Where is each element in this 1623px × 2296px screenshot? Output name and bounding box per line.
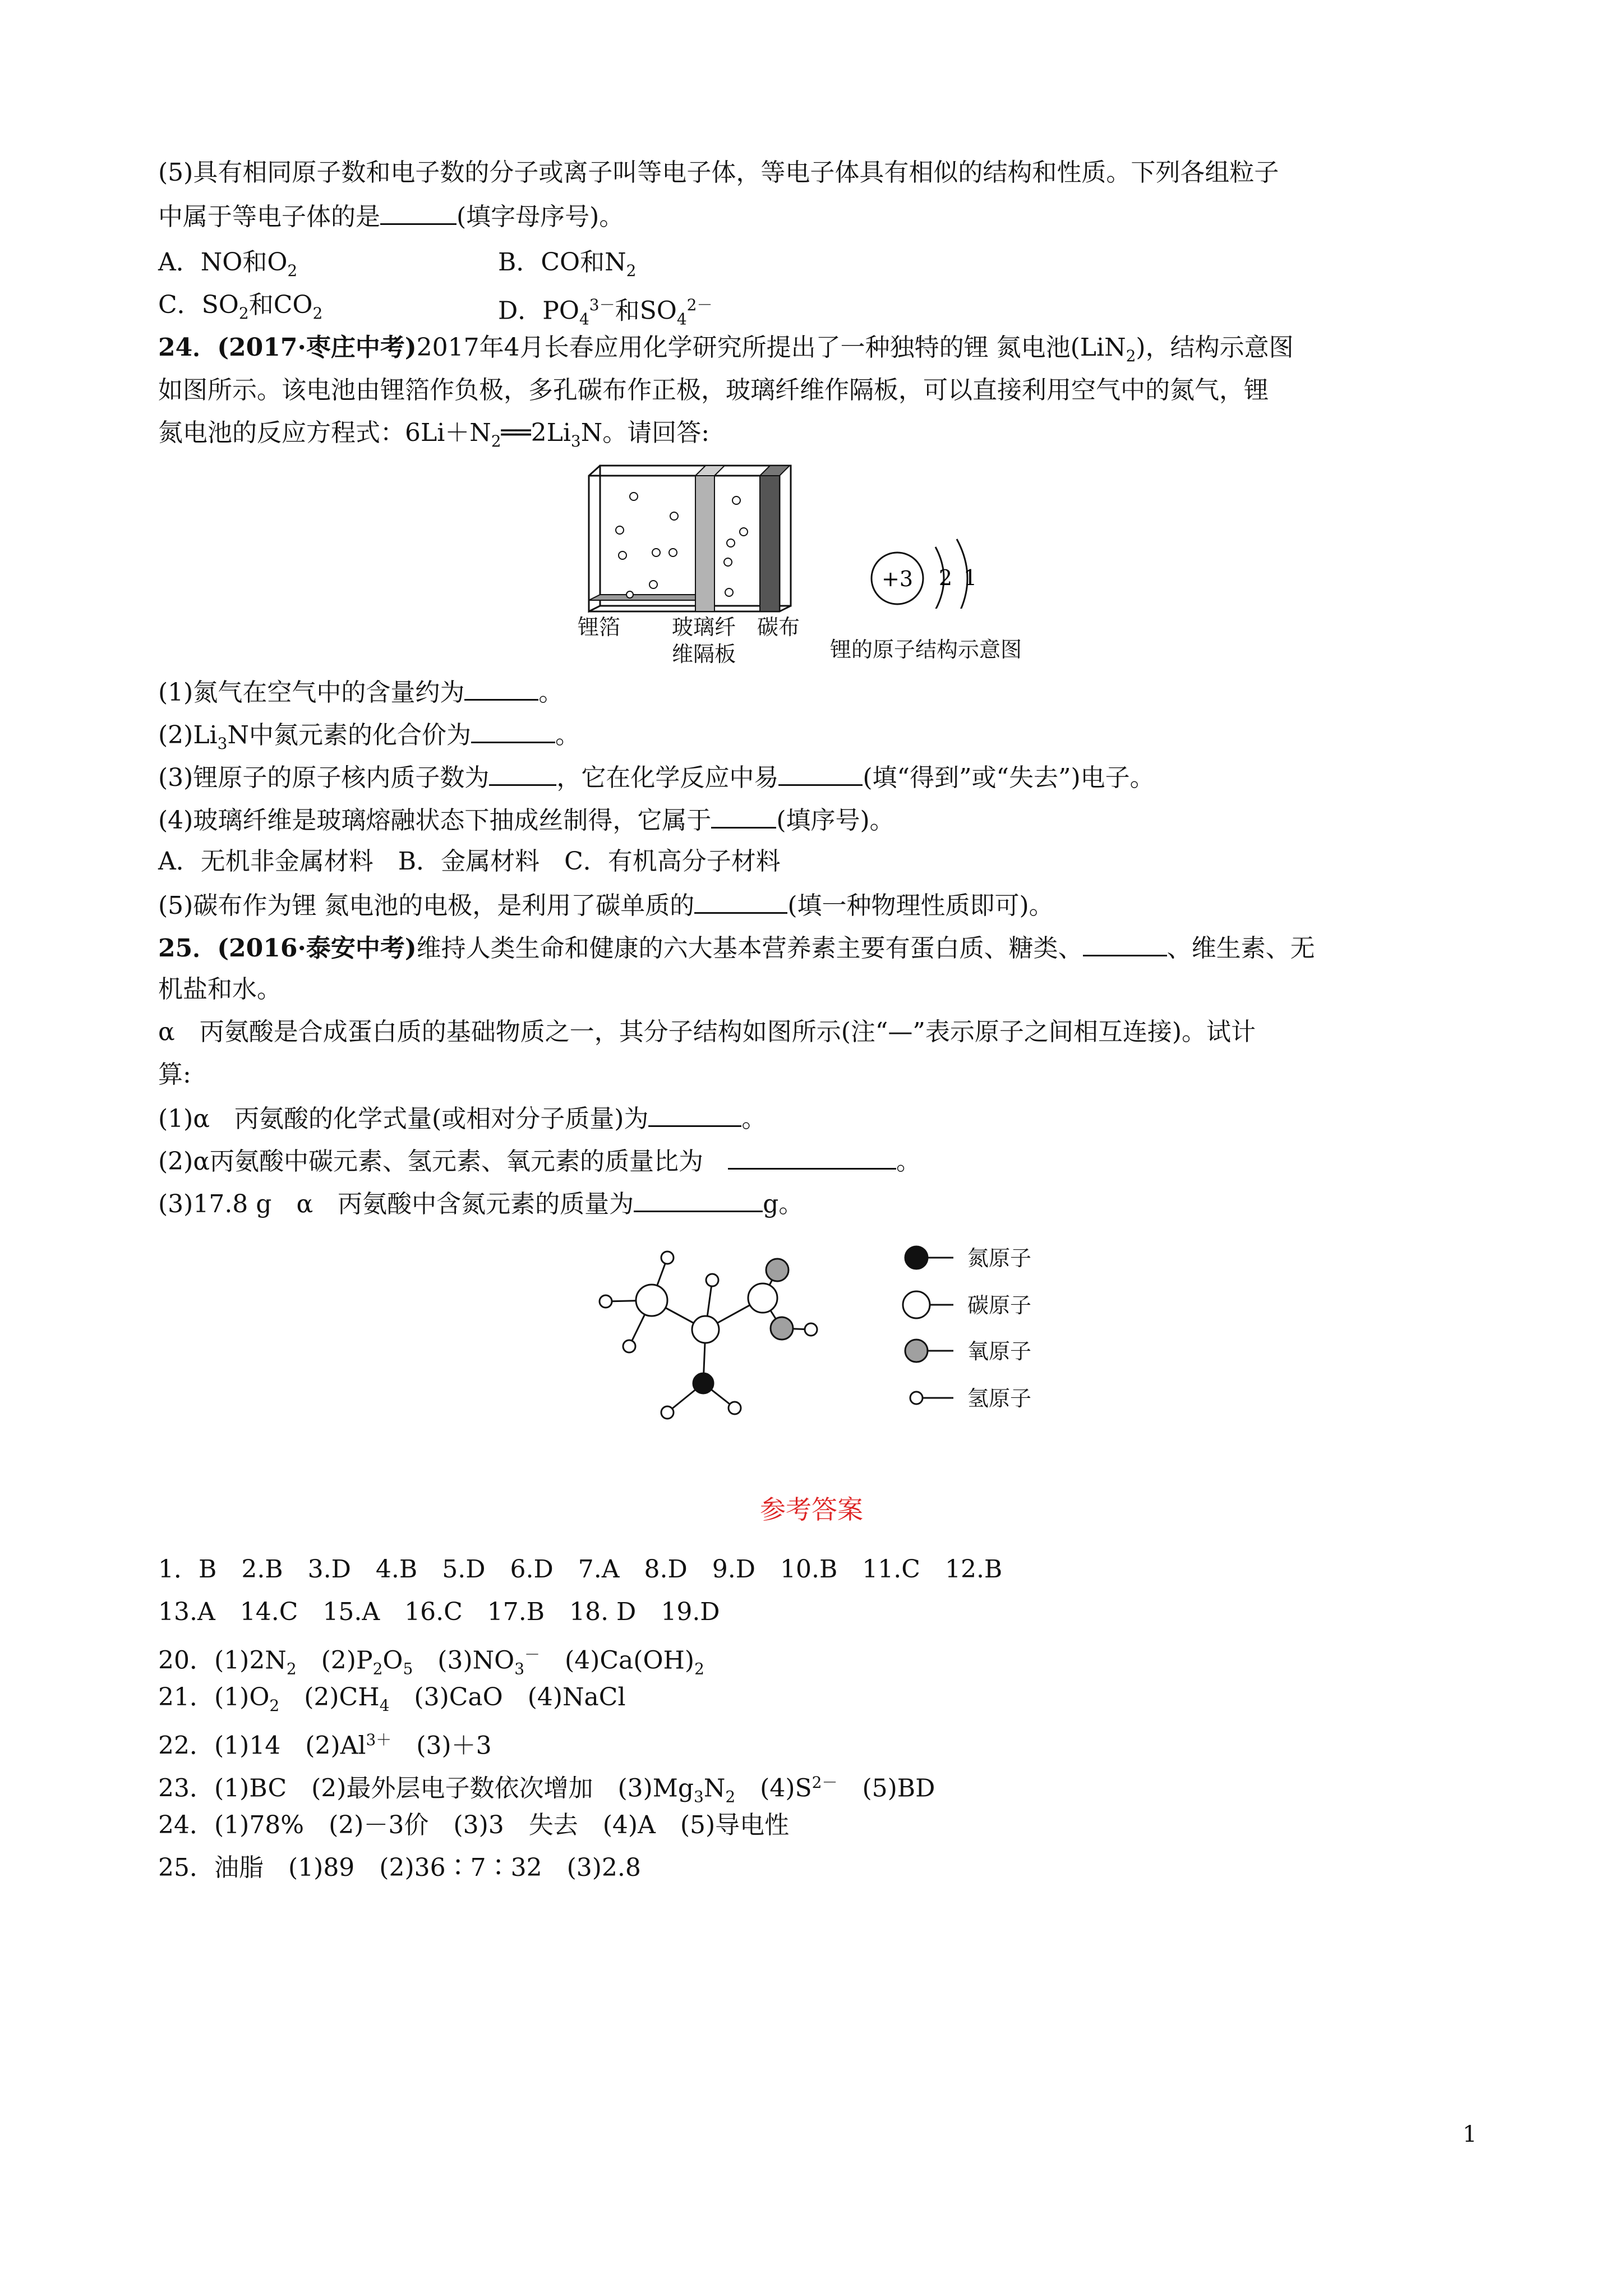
carbon-atom	[692, 1316, 719, 1343]
q24-sub4: (4)玻璃纤维是玻璃熔融状态下抽成丝制得，它属于 (填序号)。	[158, 802, 895, 838]
q24-sub4-options: A．无机非金属材料 B．金属材料 C．有机高分子材料	[158, 847, 781, 876]
q25-sub2: (2)α丙氨酸中碳元素、氢元素、氧元素的质量比为 。	[158, 1143, 921, 1179]
carbon-atom	[748, 1283, 777, 1313]
hydrogen-atom	[728, 1402, 741, 1414]
q24-sub1: (1)氮气在空气中的含量约为 。	[158, 674, 563, 710]
answer-row: 21．$(1)O_2$ $(2)CH_4$ (3)CaO (4)NaCl	[158, 1683, 626, 1715]
answer-row: 24．(1)78% (2)－3价 (3)3 失去 (4)A (5)导电性	[158, 1811, 790, 1839]
legend-carbon-symbol	[903, 1291, 930, 1318]
q23-5-option-a: A．NO和$O_2$	[158, 248, 298, 280]
shell-1-count: 2	[938, 565, 953, 590]
q23-5-option-c: C．$SO_2$和$CO_2$	[158, 291, 323, 323]
nucleus-charge: +3	[881, 567, 914, 591]
legend-nitrogen-label: 氮原子	[967, 1246, 1032, 1271]
answer-row: 1．B 2.B 3.D 4.B 5.D 6.D 7.A 8.D 9.D 10.B 11.C 12.B	[158, 1555, 1003, 1584]
legend-oxygen-symbol	[905, 1340, 928, 1362]
oxygen-atom	[766, 1259, 789, 1281]
q23-5-line2: 中属于等电子体的是 (填字母序号)。	[158, 199, 624, 234]
answer-blank[interactable]	[380, 199, 457, 225]
legend-oxygen-label: 氧原子	[967, 1339, 1032, 1364]
answer-blank[interactable]	[464, 674, 538, 701]
shell-2-count: 1	[963, 565, 978, 590]
carbon-cloth	[760, 476, 780, 611]
q25-line4: 算:	[158, 1060, 191, 1089]
glass-fiber-separator	[695, 476, 714, 611]
q25-line1: 25．(2016·泰安中考)维持人类生命和健康的六大基本营养素主要有蛋白质、糖类、 、维生素、无	[158, 930, 1315, 965]
answer-blank[interactable]	[1083, 930, 1167, 956]
answer-blank[interactable]	[471, 717, 555, 743]
oxygen-atom	[771, 1317, 793, 1340]
molecule-legend-symbols	[897, 1240, 965, 1419]
q24-line3: 氮电池的反应方程式：$6Li+N_2══2Li_3N$。请回答:	[158, 418, 710, 450]
answer-row: 23．(1)BC (2)最外层电子数依次增加 $(3)Mg_3N_2$ $(4)S^{2-}$ (5)BD	[158, 1773, 935, 1806]
answer-blank[interactable]	[634, 1186, 763, 1212]
answer-row: 13.A 14.C 15.A 16.C 17.B 18. D 19.D	[158, 1598, 720, 1626]
q24-sub3: (3)锂原子的原子核内质子数为 ，它在化学反应中易 (填“得到”或“失去”)电子。	[158, 760, 1155, 795]
lithium-atom-diagram	[858, 524, 998, 609]
q23-5-line1: (5)具有相同原子数和电子数的分子或离子叫等电子体，等电子体具有相似的结构和性质。下列各组粒子	[158, 158, 1279, 187]
page-number: 1	[1463, 2122, 1477, 2147]
q23-5-option-b: B．CO和$N_2$	[498, 248, 637, 280]
answer-blank[interactable]	[489, 760, 556, 786]
answer-blank[interactable]	[728, 1143, 896, 1170]
answer-row: 20．$(1)2N_2$ $(2)P_2O_5$ $(3)NO_3^-$ $(4)Ca(OH)_2$	[158, 1645, 704, 1678]
answer-blank[interactable]	[711, 802, 776, 829]
battery-diagram	[578, 460, 813, 623]
q25-sub1: (1)α 丙氨酸的化学式量(或相对分子质量)为 。	[158, 1101, 766, 1136]
answer-key-title: 参考答案	[760, 1494, 863, 1525]
hydrogen-atom	[805, 1323, 817, 1336]
q24-line1: 24．(2017·枣庄中考)2017年4月长春应用化学研究所提出了一种独特的锂 氮电池(LiN$_2$)，结构示意图	[158, 333, 1294, 365]
label-separator-2: 维隔板	[672, 642, 736, 666]
legend-nitrogen-symbol	[905, 1246, 928, 1269]
legend-hydrogen-label: 氢原子	[967, 1386, 1032, 1411]
hydrogen-atom	[706, 1274, 718, 1286]
q25-line3: α 丙氨酸是合成蛋白质的基础物质之一，其分子结构如图所示(注“—”表示原子之间相互连接)。试计	[158, 1018, 1256, 1046]
hydrogen-atom	[661, 1406, 674, 1419]
label-carbon-cloth: 碳布	[757, 615, 800, 639]
atom-diagram-caption: 锂的原子结构示意图	[830, 637, 1022, 662]
label-separator-1: 玻璃纤	[672, 615, 736, 639]
hydrogen-atom	[623, 1340, 635, 1352]
q25-sub3: (3)17.8 g α 丙氨酸中含氮元素的质量为 g。	[158, 1186, 803, 1221]
answer-blank[interactable]	[648, 1101, 741, 1127]
legend-carbon-label: 碳原子	[967, 1293, 1032, 1318]
q24-line2: 如图所示。该电池由锂箔作负极，多孔碳布作正极，玻璃纤维作隔板，可以直接利用空气中的氮气，锂	[158, 376, 1269, 404]
hydrogen-atom	[600, 1295, 612, 1308]
legend-hydrogen-symbol	[910, 1392, 923, 1404]
carbon-atom	[636, 1285, 667, 1316]
q23-5-option-d: D．$PO_4^{3-}$和$SO_4^{2-}$	[498, 296, 713, 329]
q24-sub5: (5)碳布作为锂 氮电池的电极，是利用了碳单质的 (填一种物理性质即可)。	[158, 887, 1054, 923]
q24-sub2: $(2)Li_3N$中氮元素的化合价为 。	[158, 717, 580, 761]
alanine-molecule-diagram	[589, 1228, 937, 1430]
answer-blank[interactable]	[694, 887, 787, 914]
answer-row: 25．油脂 (1)89 (2)36∶7∶32 (3)2.8	[158, 1853, 641, 1882]
answer-row: 22．(1)14 $(2)Al^{3+}$ (3)＋3	[158, 1731, 492, 1760]
hydrogen-atom	[661, 1251, 674, 1264]
answer-blank[interactable]	[778, 760, 863, 786]
label-lithium-foil: 锂箔	[578, 615, 621, 639]
lithium-foil-strip	[589, 595, 706, 600]
q25-line2: 机盐和水。	[158, 975, 282, 1004]
nitrogen-atom	[693, 1373, 713, 1393]
